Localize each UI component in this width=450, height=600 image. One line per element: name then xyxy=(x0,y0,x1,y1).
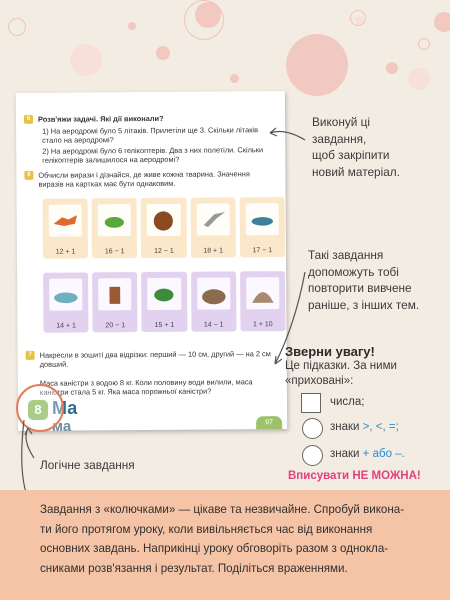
decor-circle xyxy=(386,62,398,74)
pond-picture xyxy=(49,278,82,310)
attention-subtitle: «приховані»: xyxy=(285,375,354,387)
den-picture xyxy=(197,277,230,309)
decor-circle xyxy=(70,44,102,76)
card-expression: 14 − 1 xyxy=(203,321,224,329)
card-expression: 12 + 1 xyxy=(55,248,76,256)
card-expression: 1 + 10 xyxy=(253,321,273,329)
operation-signs: + або –. xyxy=(362,448,405,460)
home-card xyxy=(240,271,286,331)
home-card xyxy=(92,272,138,332)
card-expression: 15 + 1 xyxy=(154,321,175,329)
zoomed-text-fragment: Ма xyxy=(52,398,78,418)
task-6-badge: 6 xyxy=(24,171,33,180)
warning-text: Вписувати НЕ МОЖНА! xyxy=(288,470,421,482)
textbook-page-preview xyxy=(16,91,287,431)
zoomed-text-fragment: ма xyxy=(52,418,72,435)
info-line: сниками розв'язання і результат. Поділіться враженнями. xyxy=(40,561,348,575)
task-5-badge: 5 xyxy=(24,115,33,124)
caterpillar-picture xyxy=(245,203,278,235)
task-8-badge-zoomed: 8 xyxy=(28,400,48,420)
side-note-line: Такі завдання xyxy=(308,248,384,262)
frog-picture xyxy=(98,204,131,236)
side-note-line: раніше, з інших тем. xyxy=(308,297,420,312)
info-line: ти його протягом уроку, коли вивільняється час від виконання xyxy=(40,522,373,536)
logic-task-label: Логічне завдання xyxy=(40,458,135,472)
card-expression: 16 − 1 xyxy=(104,248,125,256)
animal-cards-row xyxy=(43,197,285,259)
bottom-info-text xyxy=(40,500,438,578)
square-hint-icon xyxy=(301,393,321,413)
circle-hint-icon xyxy=(302,418,323,439)
task-5-item-1: 1) На аеродромі було 5 літаків. Прилетіли ще 3. Скільки літаків стало на аеродромі? xyxy=(42,125,259,145)
stump-picture xyxy=(98,278,131,310)
side-note-reinforce xyxy=(312,114,400,180)
comparison-signs: >, <, =; xyxy=(362,421,399,433)
card-expression: 14 + 1 xyxy=(56,322,76,330)
fox-picture xyxy=(49,204,82,236)
home-cards-row xyxy=(43,271,285,333)
decor-circle xyxy=(128,22,136,30)
info-line: Завдання з «колючками» — цікаве та незвичайне. Спробуй викона- xyxy=(40,503,405,516)
hint-label: знаки xyxy=(330,448,363,460)
decor-ring xyxy=(184,0,224,40)
attention-subtitle: Це підказки. За ними xyxy=(285,360,397,372)
decor-ring xyxy=(418,38,430,50)
decor-ring xyxy=(350,10,366,26)
card-expression: 18 + 1 xyxy=(203,247,224,255)
home-card xyxy=(191,271,237,331)
card-expression: 17 − 1 xyxy=(252,247,273,255)
burrow-picture xyxy=(246,277,279,309)
animal-card xyxy=(239,197,285,257)
decor-ring xyxy=(8,18,26,36)
card-expression: 12 − 1 xyxy=(154,247,174,255)
magnifier-circle xyxy=(16,384,64,432)
page-number: 97 xyxy=(256,416,282,429)
attention-title: Зверни увагу! xyxy=(285,344,375,359)
animal-card xyxy=(92,198,138,258)
side-note-line: завдання, xyxy=(312,131,367,146)
home-card xyxy=(43,272,89,332)
decor-circle xyxy=(286,34,348,96)
arrow-logic xyxy=(26,428,34,458)
card-expression: 20 − 1 xyxy=(105,322,126,330)
home-card xyxy=(141,272,187,332)
task-7-text: Накресли в зошиті два відрізки: перший — 10 см, другий — на 2 см довший. xyxy=(39,349,271,369)
side-note-line: повторити вивчене xyxy=(308,281,412,295)
info-line: основних завдань. Наприкінці уроку обговоріть разом з однокла- xyxy=(40,542,389,555)
leaf-picture xyxy=(148,278,181,310)
animal-card xyxy=(141,198,187,258)
decor-circle xyxy=(434,12,450,32)
task-7-badge: 7 xyxy=(26,351,35,360)
hint-comparison xyxy=(330,421,399,433)
side-note-line: Виконуй ці xyxy=(312,115,370,129)
hint-operations xyxy=(330,448,405,460)
animal-card xyxy=(43,198,89,258)
stork-picture xyxy=(196,203,229,235)
task-6-title: Обчисли вирази і дізнайся, де живе кожна тварина. Значення виразів на картках має бути однаковим. xyxy=(38,169,250,189)
circle-hint-icon xyxy=(302,445,323,466)
side-note-line: допоможуть тобі xyxy=(308,264,399,279)
hint-numbers: числа; xyxy=(330,396,365,408)
side-note-review xyxy=(308,247,419,313)
decor-circle xyxy=(156,46,170,60)
task-5-item-2: 2) На аеродромі було 6 гелікоптерів. Два з них полетіли. Скільки гелікоптерів залишилося на аеродромі? xyxy=(42,145,264,165)
task-8-text: Маса каністри з водою 8 кг. Коли половину води вилили, маса каністри стала 5 кг. Яка маса порожньої каністри? xyxy=(39,377,253,397)
side-note-line: новий матеріал. xyxy=(312,164,400,179)
hint-label: знаки xyxy=(330,421,363,433)
animal-card xyxy=(190,197,236,257)
decor-circle xyxy=(408,68,430,90)
bear-picture xyxy=(147,204,180,236)
side-note-line: щоб закріпити xyxy=(312,148,390,162)
task-5-title: Розв'яжи задачі. Які дії виконали? xyxy=(37,113,164,124)
decor-circle xyxy=(230,74,239,83)
